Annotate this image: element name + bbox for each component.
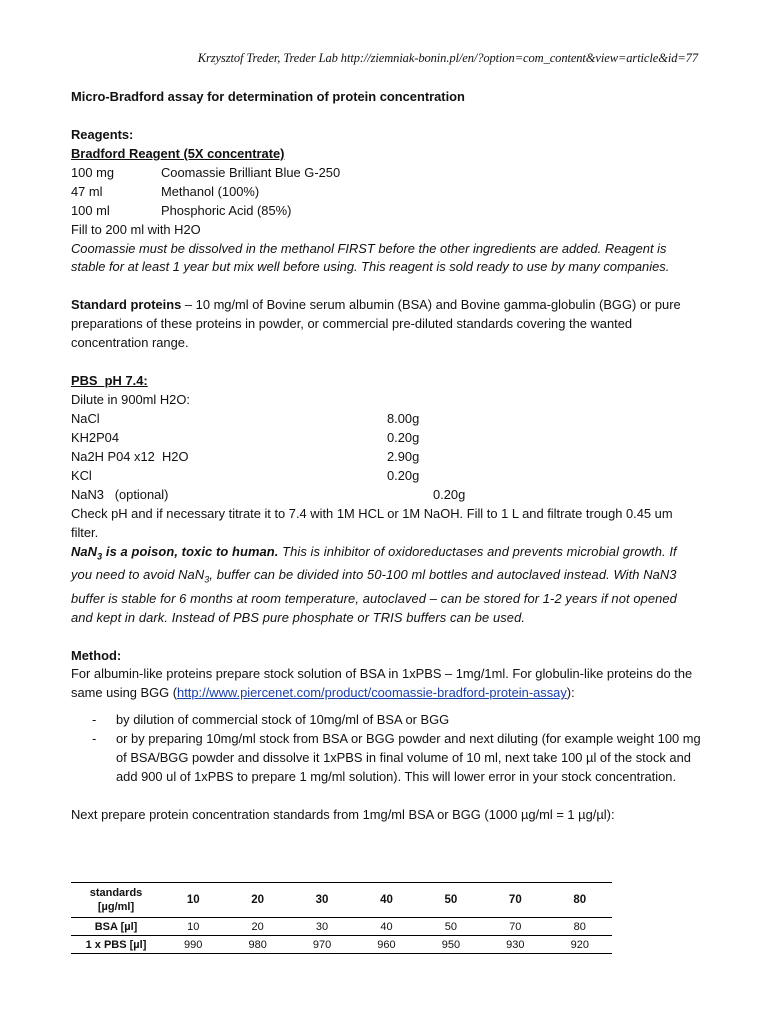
table-column-header: 10 — [161, 883, 225, 918]
piercenet-link[interactable]: http://www.piercenet.com/product/coomassie-bradford-protein-assay — [177, 685, 567, 701]
reagent-amount: 100 ml — [71, 202, 110, 218]
pbs-amount: 0.20g — [433, 486, 466, 502]
warning-bold-a: NaN — [71, 543, 98, 559]
warning-sub: 3 — [204, 574, 210, 585]
table-cell: 990 — [161, 936, 225, 954]
reagent-row — [71, 183, 701, 202]
table-row — [71, 936, 612, 954]
table-cell: 10 — [161, 918, 225, 936]
method-intro — [71, 665, 701, 703]
pbs-row — [71, 410, 701, 429]
method-list — [71, 711, 701, 787]
pbs-amount: 2.90g — [387, 448, 420, 464]
pbs-amount: 8.00g — [387, 411, 420, 427]
pbs-heading-bold: PBS — [71, 373, 98, 389]
page-header: Krzysztof Treder, Treder Lab http://ziemniak-bonin.pl/en/?option=com_content&view=article&id=77 — [197, 51, 698, 65]
standards-table — [71, 882, 612, 954]
pbs-amount: 0.20g — [387, 429, 420, 445]
pbs-amount: 0.20g — [387, 467, 420, 483]
standard-proteins-label: Standard proteins — [71, 297, 182, 313]
document-body — [71, 88, 701, 825]
method-intro-a: For albumin-like proteins prepare stock solution of BSA in 1xPBS – 1mg/1ml. For globulin-like proteins do the same using BGG ( — [71, 666, 693, 701]
bradford-note: Coomassie must be dissolved in the methanol FIRST before the other ingredients are added. Reagent is stable for at least 1 year but mix well before using. This reagent is sold ready to use by many companies. — [71, 240, 670, 275]
list-dash: - — [92, 712, 97, 728]
table-cell: 50 — [419, 918, 483, 936]
table-cell: 930 — [483, 936, 547, 954]
table-column-header: 70 — [483, 883, 547, 918]
table-cell: 970 — [290, 936, 354, 954]
table-row — [71, 918, 612, 936]
list-item — [71, 711, 701, 730]
table-column-header: 20 — [225, 883, 289, 918]
reagents-heading: Reagents: — [71, 126, 134, 142]
fill-instruction: Fill to 200 ml with H2O — [71, 221, 201, 237]
nan3-warning — [71, 543, 701, 628]
pbs-chemical: NaCl — [71, 411, 100, 427]
table-header-row — [71, 883, 612, 918]
bradford-heading: Bradford Reagent (5X concentrate) — [71, 145, 285, 161]
pbs-dilute: Dilute in 900ml H2O: — [71, 392, 190, 408]
table-column-header: 40 — [354, 883, 418, 918]
pbs-row — [71, 429, 701, 448]
list-item-text: by dilution of commercial stock of 10mg/ml of BSA or BGG — [116, 712, 450, 728]
table-cell: 80 — [548, 918, 612, 936]
header-label-line2: [µg/ml] — [97, 901, 135, 913]
table-column-header: 80 — [548, 883, 612, 918]
table-column-header: 50 — [419, 883, 483, 918]
warning-bold-sub: 3 — [97, 551, 103, 562]
warning-bold-b: is a poison, toxic to human. — [102, 543, 279, 559]
table-cell: 980 — [225, 936, 289, 954]
reagent-row — [71, 164, 701, 183]
pbs-chemical: KCl — [71, 467, 92, 483]
table-row-label: 1 x PBS [µl] — [71, 936, 161, 954]
table-row-label: BSA [µl] — [71, 918, 161, 936]
table-cell: 950 — [419, 936, 483, 954]
standard-proteins-text: – 10 mg/ml of Bovine serum albumin (BSA) and Bovine gamma-globulin (BGG) or pure preparations of these proteins in powder, or commercial pre-diluted standards covering the wanted concentration range. — [71, 297, 681, 351]
method-intro-b: ): — [566, 685, 575, 701]
reagent-name: Phosphoric Acid (85%) — [161, 202, 292, 218]
reagent-amount: 47 ml — [71, 183, 103, 199]
pbs-row — [71, 448, 701, 467]
pbs-row — [71, 486, 701, 505]
pbs-row — [71, 467, 701, 486]
table-cell: 30 — [290, 918, 354, 936]
standard-proteins-paragraph — [71, 296, 701, 353]
reagent-amount: 100 mg — [71, 164, 114, 180]
pbs-chemical: NaN3 (optional) — [71, 486, 169, 502]
list-dash: - — [92, 731, 97, 747]
pbs-heading — [71, 372, 701, 391]
header-label-line1: standards — [89, 887, 143, 899]
table-header-label — [71, 883, 161, 918]
reagent-row — [71, 202, 701, 221]
method-heading: Method: — [71, 647, 122, 663]
table-column-header: 30 — [290, 883, 354, 918]
warning-b: , buffer can be divided into 50-100 ml bottles and autoclaved instead. With NaN3 buffer is stable for 6 months at room temperature, autoclaved – can be stored for 1-2 years if not opened and kept in dark. Instead of PBS pure phosphate or TRIS buffers can be used. — [71, 567, 677, 625]
list-item-text: or by preparing 10mg/ml stock from BSA or BGG powder and next diluting (for example weight 100 mg of BSA/BGG powder and dissolve it 1xPBS in final volume of 10 ml, next take 100 µl of the stock and add 900 ul of 1xPBS to prepare 1 mg/ml solution). This will lower error in your stock concentration. — [116, 731, 701, 785]
standards-intro: Next prepare protein concentration standards from 1mg/ml BSA or BGG (1000 µg/ml = 1 µg/µl): — [71, 807, 615, 823]
table-cell: 920 — [548, 936, 612, 954]
pbs-chemical: Na2H P04 x12 H2O — [71, 448, 189, 464]
warning-a: This is inhibitor of oxidoreductases and prevents microbial growth. If you need to avoid NaN — [71, 543, 677, 583]
document-title: Micro-Bradford assay for determination of protein concentration — [71, 89, 465, 104]
pbs-check-instruction: Check pH and if necessary titrate it to 7.4 with 1M HCL or 1M NaOH. Fill to 1 L and filtrate trough 0.45 um filter. — [71, 505, 673, 540]
pbs-heading-rest: pH 7.4: — [97, 373, 148, 389]
table-cell: 960 — [354, 936, 418, 954]
reagent-name: Coomassie Brilliant Blue G-250 — [161, 164, 341, 180]
table-cell: 40 — [354, 918, 418, 936]
reagent-name: Methanol (100%) — [161, 183, 260, 199]
list-item — [71, 730, 701, 787]
pbs-chemical: KH2P04 — [71, 429, 120, 445]
table-cell: 20 — [225, 918, 289, 936]
table-cell: 70 — [483, 918, 547, 936]
